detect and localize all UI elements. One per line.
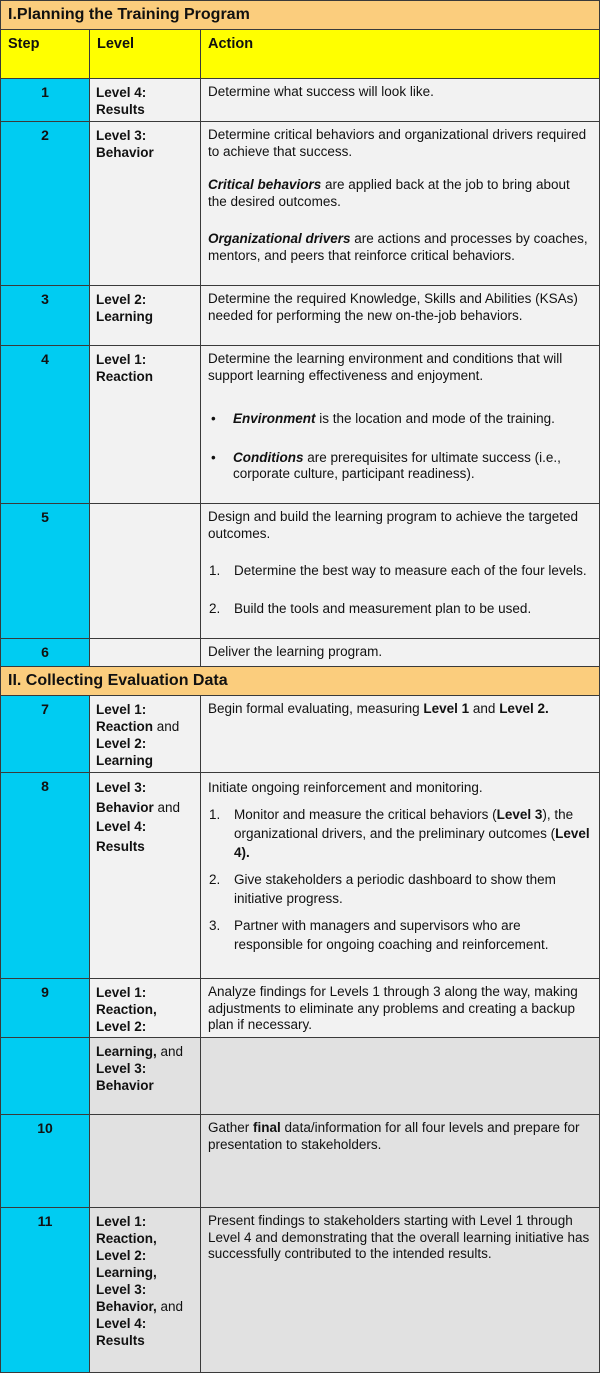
numbered-item bbox=[208, 601, 591, 618]
item-number: 1. bbox=[209, 563, 221, 578]
text: Gather bbox=[208, 1120, 254, 1135]
text: Begin formal evaluating, measuring bbox=[208, 701, 424, 716]
level-cell bbox=[89, 772, 201, 979]
level-label: Level 4: bbox=[96, 85, 147, 100]
level-label: Level 2: bbox=[96, 736, 147, 751]
level-label: Level 4: bbox=[96, 819, 147, 834]
step-number: 5 bbox=[0, 503, 90, 639]
numbered-item bbox=[208, 805, 591, 862]
emphasis: final bbox=[253, 1120, 281, 1135]
action-cell bbox=[200, 121, 600, 286]
level-label: Learning, bbox=[96, 1265, 157, 1280]
level-label: Learning bbox=[96, 309, 154, 324]
level-label: Level 3: bbox=[96, 780, 147, 795]
level-connector: and bbox=[153, 719, 180, 734]
level-cell bbox=[89, 78, 201, 122]
step-cell-continued bbox=[0, 1037, 90, 1115]
level-label: Reaction, bbox=[96, 1002, 157, 1017]
header-action: Action bbox=[200, 29, 600, 79]
action-definition bbox=[208, 231, 591, 264]
action-cell bbox=[200, 978, 600, 1038]
action-text: Determine what success will look like. bbox=[208, 84, 434, 99]
level-label: Behavior bbox=[96, 799, 154, 815]
action-text: Analyze findings for Levels 1 through 3 along the way, making adjustments to eliminate any problems and creating a backup plan if necessary. bbox=[208, 984, 578, 1032]
action-text: Present findings to stakeholders starting with Level 1 through Level 4 and demonstrating that the overall learning initiative has successfully contributed to the intended results. bbox=[208, 1213, 590, 1261]
level-label: Reaction bbox=[96, 719, 154, 734]
level-label: Reaction, bbox=[96, 1231, 157, 1246]
action-definition bbox=[208, 177, 591, 210]
section-title-planning: I.Planning the Training Program bbox=[0, 0, 600, 30]
term: Environment bbox=[233, 411, 316, 426]
level-label: Results bbox=[96, 102, 145, 117]
action-cell bbox=[200, 695, 600, 773]
level-cell bbox=[89, 285, 201, 346]
level-cell bbox=[89, 1037, 201, 1115]
bullet-item bbox=[208, 411, 591, 428]
step-number: 4 bbox=[0, 345, 90, 504]
action-cell bbox=[200, 1114, 600, 1208]
level-label: Level 1: bbox=[96, 1214, 147, 1229]
item-number: 2. bbox=[209, 600, 221, 616]
level-cell bbox=[89, 978, 201, 1038]
step-number: 11 bbox=[0, 1207, 90, 1373]
action-cell bbox=[200, 345, 600, 504]
level-label: Level 4: bbox=[96, 1316, 147, 1331]
level-label: Behavior, bbox=[96, 1299, 157, 1314]
step-number: 2 bbox=[0, 121, 90, 286]
item-text: Monitor and measure the critical behaviors ( bbox=[234, 807, 497, 822]
action-text: Initiate ongoing reinforcement and monitoring. bbox=[208, 780, 483, 795]
numbered-item bbox=[208, 916, 591, 954]
action-text bbox=[208, 1120, 591, 1153]
item-number: 3. bbox=[209, 918, 221, 933]
level-cell bbox=[89, 121, 201, 286]
level-label: Level 3: bbox=[96, 1061, 147, 1076]
step-number: 9 bbox=[0, 978, 90, 1038]
bullet-item bbox=[208, 450, 591, 483]
action-cell bbox=[200, 285, 600, 346]
step-number: 7 bbox=[0, 695, 90, 773]
level-cell bbox=[89, 1207, 201, 1373]
action-cell bbox=[200, 772, 600, 979]
item-text: Determine the best way to measure each of the four levels. bbox=[234, 563, 587, 578]
text: data/information for all four levels and prepare for presentation to stakeholders. bbox=[208, 1120, 580, 1152]
level-ref: Level 1 bbox=[423, 701, 470, 716]
level-label: Behavior bbox=[96, 1078, 154, 1093]
level-connector: and bbox=[156, 1299, 184, 1314]
term: Conditions bbox=[233, 449, 304, 465]
level-label: Level 1: bbox=[96, 352, 147, 367]
level-label: Reaction bbox=[96, 369, 154, 384]
term: Critical behaviors bbox=[208, 177, 322, 192]
action-cell bbox=[200, 638, 600, 667]
level-label: Behavior bbox=[96, 145, 154, 160]
level-cell bbox=[89, 345, 201, 504]
section-title-collecting: II. Collecting Evaluation Data bbox=[0, 666, 600, 696]
numbered-item bbox=[208, 870, 591, 908]
action-text: Determine the learning environment and conditions that will support learning effectiveness and enjoyment. bbox=[208, 351, 563, 383]
action-text: Determine critical behaviors and organizational drivers required to achieve that success. bbox=[208, 127, 587, 159]
item-text: Build the tools and measurement plan to be used. bbox=[234, 600, 532, 616]
action-text bbox=[208, 701, 591, 718]
level-ref: Level 4). bbox=[234, 826, 590, 860]
action-text: Design and build the learning program to achieve the targeted outcomes. bbox=[208, 509, 578, 541]
level-label: Results bbox=[96, 1333, 145, 1348]
definition: is the location and mode of the training. bbox=[315, 411, 555, 426]
step-number: 1 bbox=[0, 78, 90, 122]
level-cell bbox=[89, 1114, 201, 1208]
level-cell bbox=[89, 695, 201, 773]
item-text: Give stakeholders a periodic dashboard to show them initiative progress. bbox=[234, 872, 556, 906]
action-cell bbox=[200, 1207, 600, 1373]
numbered-item bbox=[208, 563, 591, 580]
level-connector: and bbox=[153, 799, 181, 815]
level-label: Level 2: bbox=[96, 1019, 147, 1034]
level-label: Level 2: bbox=[96, 1248, 147, 1263]
level-label: Level 1: bbox=[96, 985, 147, 1000]
step-number: 6 bbox=[0, 638, 90, 667]
level-cell bbox=[89, 638, 201, 667]
header-level: Level bbox=[89, 29, 201, 79]
term: Organizational drivers bbox=[208, 231, 351, 246]
level-label: Level 3: bbox=[96, 128, 147, 143]
action-text: Determine the required Knowledge, Skills and Abilities (KSAs) needed for performing the new on-the-job behaviors. bbox=[208, 291, 578, 323]
item-number: 1. bbox=[209, 807, 221, 822]
level-cell bbox=[89, 503, 201, 639]
level-label: Results bbox=[96, 838, 145, 854]
level-connector: and bbox=[156, 1044, 184, 1059]
action-cell bbox=[200, 78, 600, 122]
definition: are applied back at the job to bring about the desired outcomes. bbox=[208, 177, 570, 209]
item-number: 2. bbox=[209, 872, 221, 887]
step-number: 8 bbox=[0, 772, 90, 979]
step-number: 10 bbox=[0, 1114, 90, 1208]
header-step: Step bbox=[0, 29, 90, 79]
action-text: Deliver the learning program. bbox=[208, 644, 383, 659]
level-label: Learning, bbox=[96, 1044, 157, 1059]
action-cell-continued bbox=[200, 1037, 600, 1115]
level-ref: Level 3 bbox=[496, 807, 543, 822]
item-text: Partner with managers and supervisors who are responsible for ongoing coaching and reinforcement. bbox=[234, 918, 549, 952]
level-ref: Level 2. bbox=[499, 701, 549, 716]
item-text: ), the organizational drivers, and the preliminary outcomes ( bbox=[234, 807, 574, 841]
level-label: Level 1: bbox=[96, 702, 147, 717]
level-label: Level 2: bbox=[96, 292, 147, 307]
action-cell bbox=[200, 503, 600, 639]
level-label: Level 3: bbox=[96, 1282, 147, 1297]
level-label: Learning bbox=[96, 753, 154, 768]
text: and bbox=[469, 701, 500, 716]
definition: are actions and processes by coaches, mentors, and peers that reinforce critical behaviors. bbox=[208, 231, 588, 263]
step-number: 3 bbox=[0, 285, 90, 346]
definition: are prerequisites for ultimate success (i.e., corporate culture, participant readiness). bbox=[233, 449, 561, 481]
